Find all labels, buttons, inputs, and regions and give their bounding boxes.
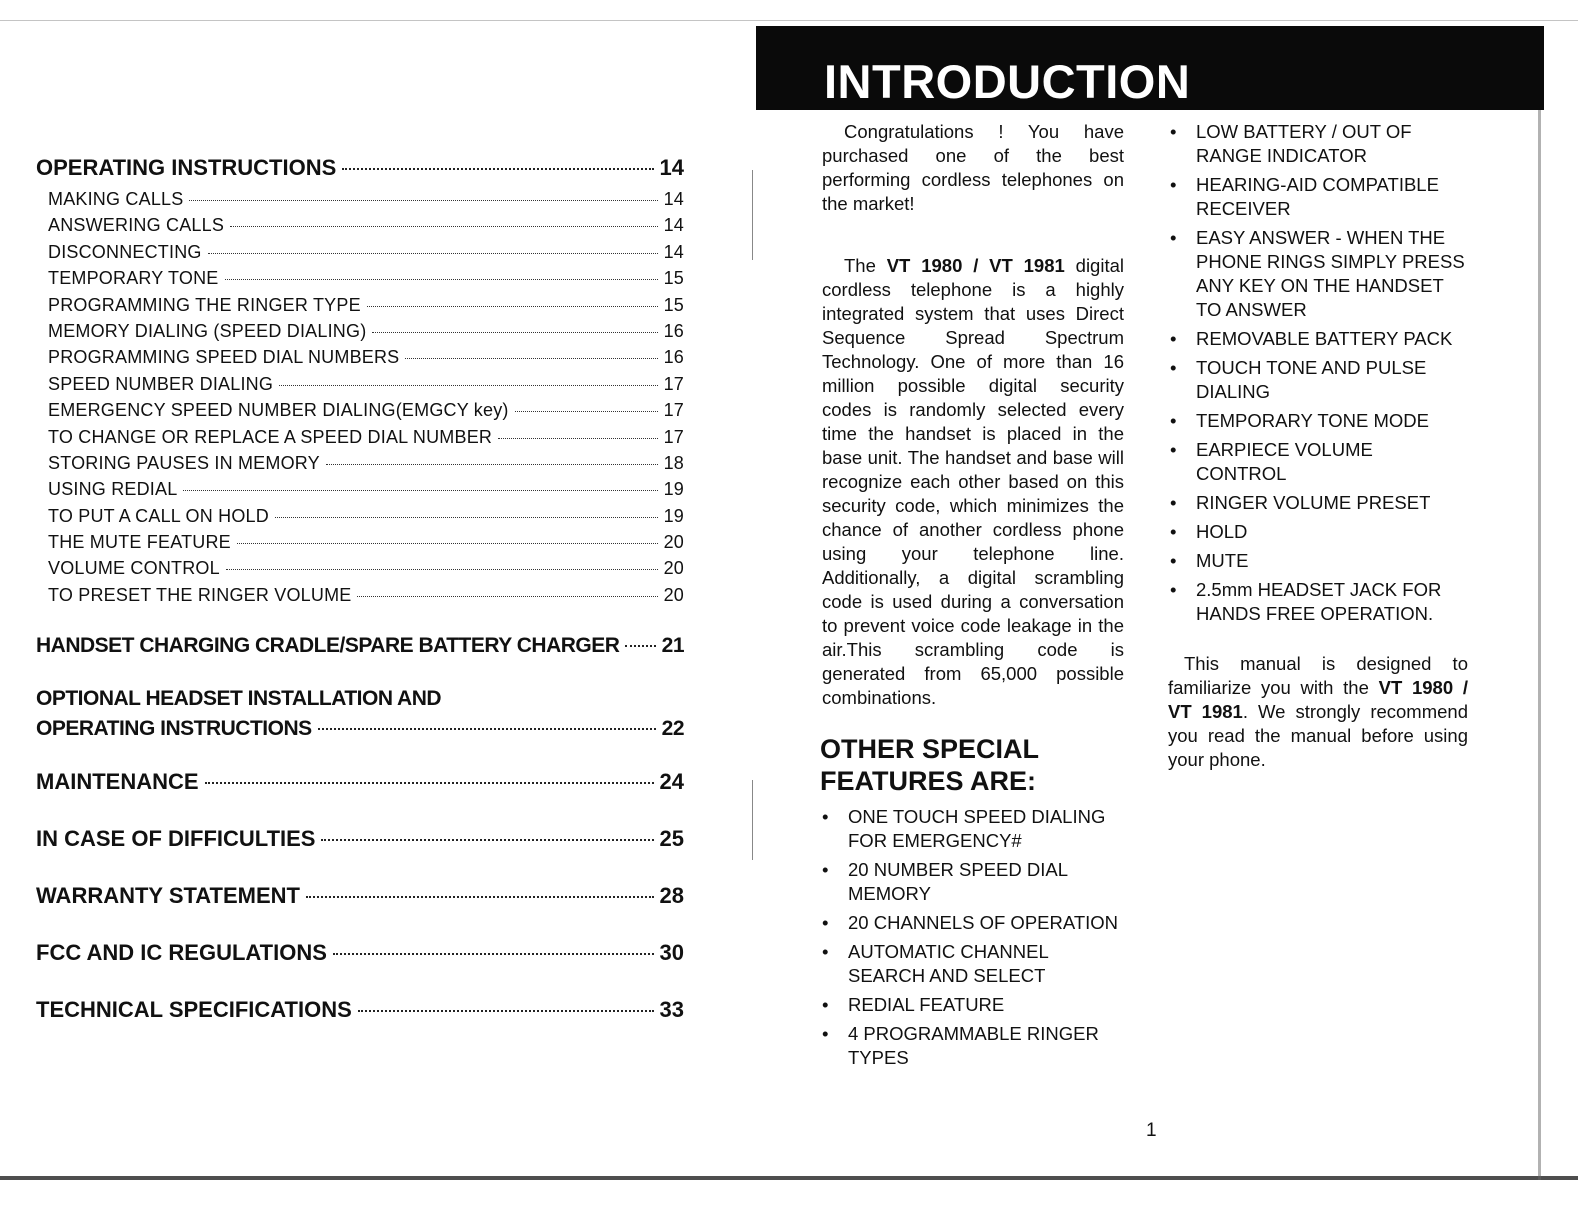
toc-subitem[interactable] [36, 265, 684, 291]
toc-leader [358, 1010, 654, 1012]
toc-leader [183, 490, 657, 491]
toc-leader [230, 226, 658, 227]
toc-subitem-label: STORING PAUSES IN MEMORY [48, 452, 320, 473]
toc-page: 33 [659, 997, 684, 1023]
toc-subitem[interactable] [36, 292, 684, 318]
feature-item: • 4 PROGRAMMABLE RINGER TYPES [820, 1022, 1125, 1070]
toc-title: MAINTENANCE [36, 769, 199, 795]
feature-item: • TEMPORARY TONE MODE [1168, 409, 1468, 433]
intro-column-right [1168, 120, 1468, 772]
scan-bottom-edge [0, 1176, 1578, 1180]
toc-page: 21 [661, 634, 684, 658]
toc-leader [321, 839, 653, 841]
toc-leader [342, 168, 653, 170]
toc-leader [237, 543, 658, 544]
toc-page: 30 [659, 940, 684, 966]
features-list-left [820, 805, 1125, 1075]
feature-item: • REMOVABLE BATTERY PACK [1168, 327, 1468, 351]
toc-subitem[interactable] [36, 476, 684, 502]
toc-leader [333, 953, 654, 955]
toc-page: 22 [661, 717, 684, 741]
toc-subitem-page: 14 [663, 215, 684, 236]
introduction-header [756, 26, 1544, 110]
toc-leader [367, 306, 658, 307]
scan-top-edge [0, 20, 1578, 21]
feature-item: • MUTE [1168, 549, 1468, 573]
toc-subitem[interactable] [36, 212, 684, 238]
intro-column-left [822, 120, 1124, 710]
toc-subitem[interactable] [36, 397, 684, 423]
toc-subitem-page: 17 [663, 373, 684, 394]
toc-subitem-page: 20 [663, 558, 684, 579]
toc-leader [318, 728, 656, 730]
toc-title: IN CASE OF DIFFICULTIES [36, 826, 316, 852]
toc-leader [625, 645, 655, 647]
toc-leader [405, 358, 657, 359]
toc-leader [515, 411, 658, 412]
text: This manual is designed to familiarize you with the [1168, 653, 1468, 698]
toc-leader [205, 782, 654, 784]
feature-item: • 20 CHANNELS OF OPERATION [820, 911, 1125, 935]
toc-subitem-page: 19 [663, 505, 684, 526]
model-name: VT 1980 / VT 1981 [1168, 677, 1468, 722]
toc-leader [208, 253, 658, 254]
feature-item: • HOLD [1168, 520, 1468, 544]
toc-subitem-label: VOLUME CONTROL [48, 558, 220, 579]
toc-subitem-label: ANSWERING CALLS [48, 215, 225, 236]
toc-leader [372, 332, 657, 333]
toc-title-line1: OPTIONAL HEADSET INSTALLATION AND [36, 687, 442, 711]
toc-leader [306, 896, 654, 898]
toc-section[interactable] [36, 821, 684, 857]
toc-leader [225, 279, 658, 280]
toc-section[interactable] [36, 764, 684, 800]
toc-subitem-label: TO CHANGE OR REPLACE A SPEED DIAL NUMBER [48, 426, 493, 447]
feature-item: • ONE TOUCH SPEED DIALING FOR EMERGENCY# [820, 805, 1125, 853]
toc-subitem[interactable] [36, 450, 684, 476]
toc-subitem-label: MEMORY DIALING (SPEED DIALING) [48, 320, 367, 341]
toc-leader [189, 200, 657, 201]
table-of-contents [36, 150, 684, 1028]
toc-subitem-page: 16 [663, 320, 684, 341]
feature-item: • RINGER VOLUME PRESET [1168, 491, 1468, 515]
page-edge [1538, 30, 1541, 1180]
feature-item: • HEARING-AID COMPATIBLE RECEIVER [1168, 173, 1468, 221]
bullet-list [820, 805, 1125, 1070]
toc-subitem[interactable] [36, 186, 684, 212]
feature-item: • REDIAL FEATURE [820, 993, 1125, 1017]
feature-item: • TOUCH TONE AND PULSE DIALING [1168, 356, 1468, 404]
toc-subitem[interactable] [36, 318, 684, 344]
toc-subitem-label: USING REDIAL [48, 479, 178, 500]
toc-subitem-label: TO PUT A CALL ON HOLD [48, 505, 269, 526]
toc-subitem-page: 15 [663, 294, 684, 315]
toc-subitem-label: EMERGENCY SPEED NUMBER DIALING(EMGCY key) [48, 400, 509, 421]
text: . We strongly recommend you read the manual before using your phone. [1168, 701, 1468, 770]
toc-subitem[interactable] [36, 555, 684, 581]
toc-leader [279, 385, 658, 386]
feature-item: • EASY ANSWER - WHEN THE PHONE RINGS SIMPLY PRESS ANY KEY ON THE HANDSET TO ANSWER [1168, 226, 1468, 322]
toc-subitem-label: SPEED NUMBER DIALING [48, 373, 274, 394]
toc-subitem[interactable] [36, 371, 684, 397]
model-name: VT 1980 / VT 1981 [886, 255, 1065, 276]
toc-operating-instructions[interactable] [36, 150, 684, 186]
feature-item: • 20 NUMBER SPEED DIAL MEMORY [820, 858, 1125, 906]
gutter-mark [752, 170, 753, 260]
toc-subitem-page: 19 [663, 479, 684, 500]
toc-subitem-page: 20 [663, 532, 684, 553]
toc-subitem[interactable] [36, 582, 684, 608]
toc-leader [326, 464, 658, 465]
toc-section[interactable] [36, 992, 684, 1028]
toc-subitem-label: MAKING CALLS [48, 189, 184, 209]
toc-title: WARRANTY STATEMENT [36, 883, 300, 909]
bullet-list [1168, 120, 1468, 626]
feature-item: • AUTOMATIC CHANNEL SEARCH AND SELECT [820, 940, 1125, 988]
toc-sections [36, 764, 684, 1028]
toc-handset-charging[interactable] [36, 628, 684, 664]
toc-title-line2-row [36, 714, 684, 744]
toc-subitem[interactable] [36, 503, 684, 529]
toc-subitem-page: 14 [663, 189, 684, 209]
text: digital cordless telephone is a highly integrated system that uses Direct Sequence Spread Spectrum Technology. One of more than 16 million possible digital security codes is randomly selected every time the handset is placed in the base unit. The handset and base will recognize each other based on this security code, which minimizes the chance of another cordless phone using your telephone line. Additionally, a digital scrambling code is used during a conversation to prevent voice code leakage in the air.This scrambling code is generated from 65,000 possible combinations. [822, 255, 1124, 708]
feature-item: • 2.5mm HEADSET JACK FOR HANDS FREE OPERATION. [1168, 578, 1468, 626]
toc-subitem[interactable] [36, 344, 684, 370]
toc-section[interactable] [36, 878, 684, 914]
toc-optional-headset[interactable] [36, 684, 684, 744]
feature-item: • EARPIECE VOLUME CONTROL [1168, 438, 1468, 486]
toc-title-line2: OPERATING INSTRUCTIONS [36, 717, 312, 741]
features-heading-line1: OTHER SPECIAL [820, 734, 1040, 764]
toc-leader [226, 569, 658, 570]
feature-item: • LOW BATTERY / OUT OF RANGE INDICATOR [1168, 120, 1468, 168]
intro-paragraph-1: Congratulations ! You have purchased one of the best performing cordless telephones on the market! [822, 121, 1124, 214]
toc-page: 24 [659, 769, 684, 795]
toc-subitem-page: 17 [663, 400, 684, 421]
toc-title: TECHNICAL SPECIFICATIONS [36, 997, 352, 1023]
toc-subitem[interactable] [36, 424, 684, 450]
toc-leader [275, 517, 658, 518]
text: The [844, 255, 887, 276]
toc-subitem-label: TEMPORARY TONE [48, 268, 219, 289]
toc-title: HANDSET CHARGING CRADLE/SPARE BATTERY CHARGER [36, 634, 620, 658]
toc-page: 28 [659, 883, 684, 909]
intro-paragraph-2 [822, 254, 1124, 710]
toc-subitem-label: DISCONNECTING [48, 241, 202, 262]
features-heading-line2: FEATURES ARE: [820, 766, 1036, 796]
toc-subitem-page: 17 [663, 426, 684, 447]
features-heading [820, 733, 1130, 797]
toc-page: 25 [659, 826, 684, 852]
toc-subitem-label: PROGRAMMING SPEED DIAL NUMBERS [48, 347, 400, 368]
toc-subitem[interactable] [36, 239, 684, 265]
gutter-mark [752, 780, 753, 860]
toc-subitems [36, 186, 684, 608]
toc-subitem[interactable] [36, 529, 684, 555]
toc-subitem-page: 16 [663, 347, 684, 368]
toc-subitem-page: 15 [663, 268, 684, 289]
toc-title: OPERATING INSTRUCTIONS [36, 155, 337, 180]
toc-page: 14 [659, 155, 684, 180]
toc-leader [498, 438, 657, 439]
closing-paragraph [1168, 652, 1468, 772]
toc-subitem-label: THE MUTE FEATURE [48, 532, 231, 553]
toc-subitem-label: TO PRESET THE RINGER VOLUME [48, 584, 352, 605]
toc-section[interactable] [36, 935, 684, 971]
page-title: INTRODUCTION [824, 55, 1191, 108]
toc-subitem-page: 14 [663, 241, 684, 262]
toc-leader [357, 596, 657, 597]
toc-title: FCC AND IC REGULATIONS [36, 940, 327, 966]
toc-subitem-page: 20 [663, 584, 684, 605]
page-number: 1 [1146, 1120, 1157, 1141]
toc-subitem-label: PROGRAMMING THE RINGER TYPE [48, 294, 361, 315]
toc-subitem-page: 18 [663, 452, 684, 473]
